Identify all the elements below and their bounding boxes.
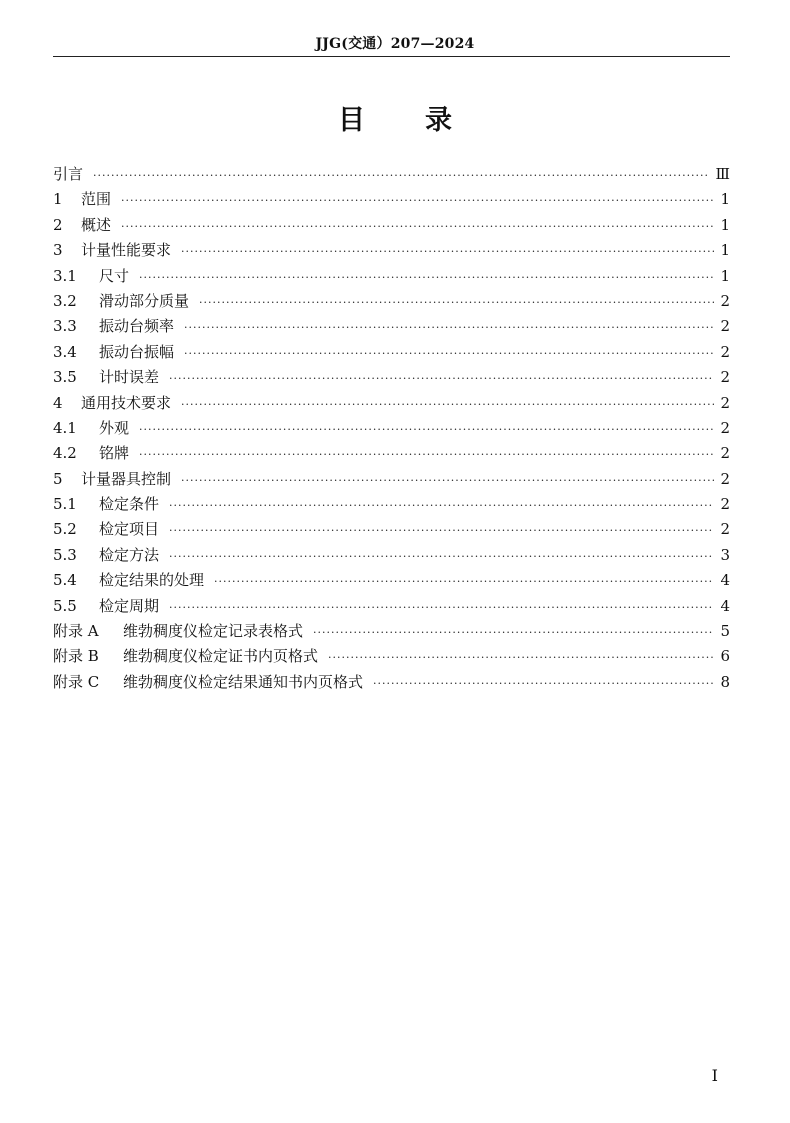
toc-entry-label: 铭牌 xyxy=(99,444,130,463)
toc-entry-page: 1 xyxy=(720,241,730,260)
toc-entry-number: 3.2 xyxy=(53,291,77,310)
toc-entry-page: 4 xyxy=(720,596,730,615)
toc-leader-dots xyxy=(181,474,714,487)
toc-entry[interactable] xyxy=(53,544,730,569)
toc-entry[interactable] xyxy=(53,518,730,543)
toc-entry-label: 振动台振幅 xyxy=(99,342,175,361)
toc-title xyxy=(0,98,790,137)
toc-entry-label: 概述 xyxy=(81,215,112,234)
toc-leader-dots xyxy=(373,677,714,690)
toc-entry-label: 维勃稠度仪检定结果通知书内页格式 xyxy=(123,672,364,691)
toc-leader-dots xyxy=(139,423,714,436)
toc-entry-number: 5.4 xyxy=(53,571,77,590)
toc-entry-number: 附录 A xyxy=(53,622,99,641)
toc-entry[interactable] xyxy=(53,417,730,442)
toc-entry-page: 2 xyxy=(720,393,730,412)
toc-leader-dots xyxy=(121,194,714,207)
toc-entry-label: 检定条件 xyxy=(99,495,160,514)
toc-entry-number: 3.1 xyxy=(53,266,77,285)
toc-entry[interactable] xyxy=(53,645,730,670)
toc-entry[interactable] xyxy=(53,620,730,645)
toc-entry[interactable] xyxy=(53,442,730,467)
toc-entry-page: 2 xyxy=(720,520,730,539)
toc-entry-label: 计量器具控制 xyxy=(81,469,172,488)
toc-entry-number: 5.1 xyxy=(53,495,77,514)
toc-leader-dots xyxy=(313,626,714,639)
toc-entry[interactable] xyxy=(53,595,730,620)
toc-leader-dots xyxy=(139,448,714,461)
toc-entry-page: 2 xyxy=(720,317,730,336)
toc-entry[interactable] xyxy=(53,315,730,340)
toc-entry[interactable] xyxy=(53,671,730,696)
toc-leader-dots xyxy=(169,372,714,385)
toc-entry-page: 6 xyxy=(720,647,730,666)
toc-entry-number: 5.5 xyxy=(53,596,77,615)
toc-entry-label: 检定周期 xyxy=(99,596,160,615)
toc-entry-page: 2 xyxy=(720,418,730,437)
toc-entry-number: 附录 C xyxy=(53,672,100,691)
toc-entry-label: 计时误差 xyxy=(99,368,160,387)
toc-entry[interactable] xyxy=(53,493,730,518)
toc-leader-dots xyxy=(169,524,714,537)
toc-entry[interactable] xyxy=(53,569,730,594)
toc-entry-page: 2 xyxy=(720,291,730,310)
toc-entry-number: 4.2 xyxy=(53,444,77,463)
toc-entry-page: 1 xyxy=(720,266,730,285)
table-of-contents xyxy=(53,163,730,696)
toc-entry-label: 振动台频率 xyxy=(99,317,175,336)
toc-entry-number: 5.2 xyxy=(53,520,77,539)
toc-leader-dots xyxy=(169,601,714,614)
toc-entry-number: 3.3 xyxy=(53,317,77,336)
toc-entry-page: 2 xyxy=(720,342,730,361)
toc-entry-number: 1 xyxy=(53,190,63,209)
toc-entry-number: 4.1 xyxy=(53,418,77,437)
toc-entry-page: 2 xyxy=(720,495,730,514)
toc-entry-page: 2 xyxy=(720,444,730,463)
toc-leader-dots xyxy=(199,296,714,309)
toc-entry-label: 引言 xyxy=(53,165,84,183)
standard-code-header: JJG(交通）207—2024 xyxy=(315,36,475,52)
toc-entry-page: 5 xyxy=(720,622,730,641)
toc-entry[interactable] xyxy=(53,265,730,290)
toc-entry-number: 附录 B xyxy=(53,647,99,666)
toc-entry[interactable] xyxy=(53,468,730,493)
toc-leader-dots xyxy=(169,499,714,512)
toc-entry[interactable] xyxy=(53,341,730,366)
toc-entry-page: Ⅲ xyxy=(715,165,730,183)
toc-entry-label: 尺寸 xyxy=(99,266,130,285)
toc-entry-page: 2 xyxy=(720,469,730,488)
toc-entry-number: 3 xyxy=(53,241,63,260)
toc-entry-number: 5.3 xyxy=(53,545,77,564)
toc-leader-dots xyxy=(328,651,714,664)
toc-entry-number: 3.5 xyxy=(53,368,77,387)
toc-leader-dots xyxy=(214,575,714,588)
toc-leader-dots xyxy=(139,271,714,284)
toc-title-char-2: 录 xyxy=(425,105,452,136)
toc-entry-label: 通用技术要求 xyxy=(81,393,172,412)
toc-leader-dots xyxy=(121,220,714,233)
toc-entry-number: 2 xyxy=(53,215,63,234)
toc-entry-label: 检定结果的处理 xyxy=(99,571,205,590)
toc-entry-page: 1 xyxy=(720,215,730,234)
header-divider xyxy=(53,56,730,57)
toc-entry-number: 4 xyxy=(53,393,63,412)
toc-leader-dots xyxy=(181,245,714,258)
toc-entry-label: 范围 xyxy=(81,190,112,209)
toc-entry[interactable] xyxy=(53,290,730,315)
toc-entry[interactable] xyxy=(53,163,730,188)
toc-entry-number: 3.4 xyxy=(53,342,77,361)
toc-entry-page: 8 xyxy=(720,672,730,691)
toc-entry-label: 计量性能要求 xyxy=(81,241,172,260)
toc-entry-page: 4 xyxy=(720,571,730,590)
toc-entry[interactable] xyxy=(53,392,730,417)
toc-title-char-1: 目 xyxy=(338,105,365,136)
toc-entry-label: 检定方法 xyxy=(99,545,160,564)
toc-entry-label: 维勃稠度仪检定记录表格式 xyxy=(123,622,304,641)
toc-leader-dots xyxy=(184,321,714,334)
page-number: I xyxy=(711,1066,718,1085)
toc-entry-label: 外观 xyxy=(99,418,130,437)
toc-entry[interactable] xyxy=(53,239,730,264)
toc-entry-number: 5 xyxy=(53,469,63,488)
toc-entry-label: 滑动部分质量 xyxy=(99,291,190,310)
toc-entry[interactable] xyxy=(53,214,730,239)
toc-leader-dots xyxy=(169,550,714,563)
toc-entry-page: 3 xyxy=(720,545,730,564)
toc-leader-dots xyxy=(184,347,714,360)
toc-entry-page: 2 xyxy=(720,368,730,387)
toc-entry[interactable] xyxy=(53,188,730,213)
toc-leader-dots xyxy=(181,398,714,411)
toc-entry-page: 1 xyxy=(720,190,730,209)
toc-entry[interactable] xyxy=(53,366,730,391)
toc-entry-label: 维勃稠度仪检定证书内页格式 xyxy=(123,647,319,666)
toc-leader-dots xyxy=(93,169,710,182)
toc-entry-label: 检定项目 xyxy=(99,520,160,539)
